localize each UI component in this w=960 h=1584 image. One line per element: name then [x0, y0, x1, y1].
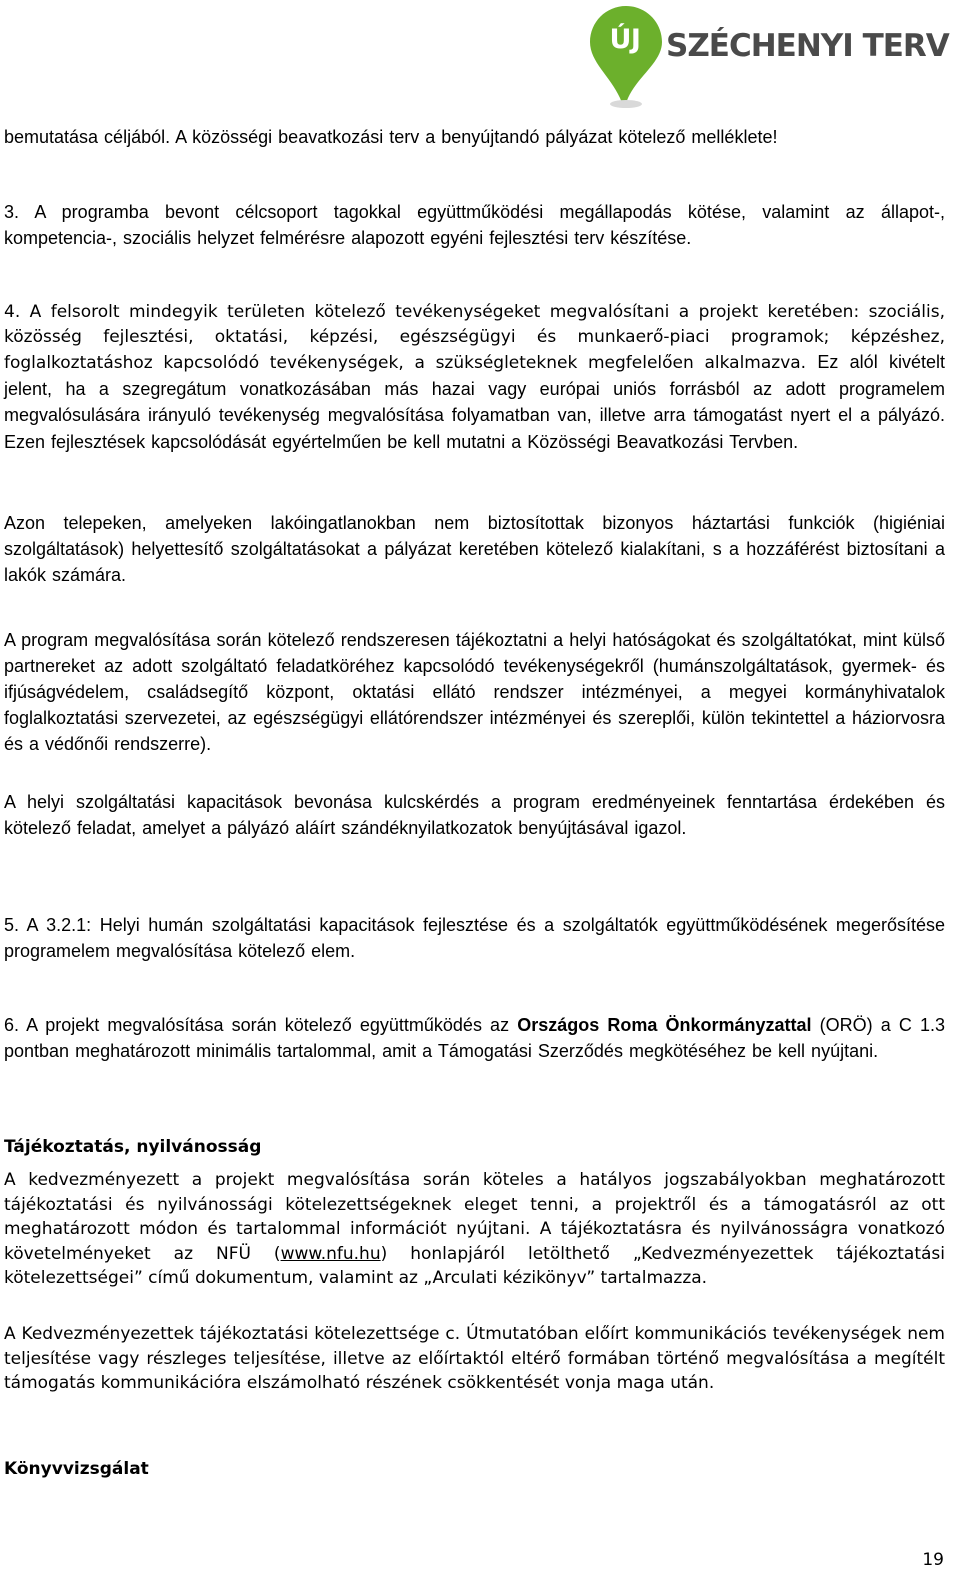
paragraph-item-6-text: [4, 1012, 945, 1064]
paragraph-publicity-2: [4, 1322, 945, 1396]
logo-prefix: ÚJ: [609, 24, 641, 55]
map-pin-icon: [590, 6, 674, 110]
paragraph-item-6: [4, 1012, 945, 1064]
paragraph-program-text: A program megvalósítása során kötelező rendszeresen tájékoztatni a helyi hatóságokat és szolgáltatókat, mint külső partnereket az adott szolgáltató feladatköréhez kapcsolódó tevékenységekről (humánszolgáltatások, gyermek- és ifjúságvédelem, családsegítő központ, oktatási ellátó rendszer intézményei, a megyei kormányhivatalok foglalkoztatási szervezetei, az egészségügyi ellátórendszer intézményei és szereplői, külön tekintettel a háziorvosra és a védőnői rendszerre).: [4, 630, 945, 754]
nfu-website-link[interactable]: www.nfu.hu: [280, 1243, 381, 1264]
paragraph-settlements: [4, 510, 945, 588]
paragraph-item-4: [4, 300, 945, 456]
item-6-part-b: (ORÖ) a C 1.3 pontban meghatározott minimális tartalommal, amit a Támogatási Szerződés megkötéséhez be kell nyújtani.: [4, 1015, 945, 1061]
logo-wordmark: SZÉCHENYI TERV: [666, 28, 949, 64]
publicity-1-part-a: A kedvezményezett a projekt megvalósítása során köteles a hatályos jogszabályokban meghatározott tájékoztatási és nyilvánossági kötelezettségeknek eleget tenni, a projektről és a támogatásról az ott meghatározott módon és tartalommal információt nyújtani. A tájékoztatásra és nyilvánosságra vonatkozó követelményeket az NFÜ (: [4, 1170, 945, 1264]
paragraph-intro: [4, 124, 945, 150]
page-number: 19: [922, 1550, 944, 1570]
paragraph-publicity-1-text: [4, 1168, 945, 1291]
item-4-part-b: Ez alól kivételt jelent, ha a szegregátum vonatkozásában más hazai vagy európai uniós forrásból az adott programelem megvalósulására irányuló tevékenység megvalósítása folyamatban van, illetve arra támogatást nyert el a pályázó. Ezen fejlesztések kapcsolódását egyértelműen be kell mutatni a Közösségi Beavatkozási Tervben.: [4, 352, 945, 452]
szechenyi-terv-logo: [590, 6, 949, 110]
paragraph-item-5: [4, 912, 945, 964]
paragraph-item-3: [4, 199, 945, 251]
item-6-organization: Országos Roma Önkormányzattal: [517, 1015, 812, 1035]
paragraph-item-5-text: 5. A 3.2.1: Helyi humán szolgáltatási kapacitások fejlesztése és a szolgáltatók együttműködésének megerősítése programelem megvalósítása kötelező elem.: [4, 915, 945, 961]
item-4-part-a: 4. A felsorolt mindegyik területen kötelező tevékenységeket megvalósítani a projekt keretében: szociális, közösség fejlesztési, oktatási, képzési, egészségügyi és munkaerő-piaci programok; képzéshez, foglalkoztatáshoz kapcsolódó tevékenységek, a szükségleteknek megfelelően alkalmazva.: [4, 302, 945, 374]
paragraph-publicity-2-text: A Kedvezményezettek tájékoztatási kötelezettsége c. Útmutatóban előírt kommunikációs tevékenységek nem teljesítése vagy részleges teljesítése, illetve az előírtaktól eltérő formában történő megvalósítása a megítélt támogatás kommunikációra elszámolható részének csökkentését vonja maga után.: [4, 1324, 945, 1394]
publicity-1-part-b: ) honlapjáról letölthető „Kedvezményezettek tájékoztatási kötelezettségei” című dokumentum, valamint az „Arculati kézikönyv” tartalmazza.: [4, 1243, 945, 1289]
paragraph-publicity-1: [4, 1168, 945, 1291]
paragraph-local-capacities-text: A helyi szolgáltatási kapacitások bevonása kulcskérdés a program eredményeinek fenntartása érdekében és kötelező feladat, amelyet a pályázó aláírt szándéknyilatkozatok benyújtásával igazol.: [4, 792, 945, 838]
section-heading-audit: Könyvvizsgálat: [4, 1459, 149, 1479]
paragraph-program: [4, 627, 945, 757]
paragraph-settlements-text: Azon telepeken, amelyeken lakóingatlanokban nem biztosítottak bizonyos háztartási funkciók (higiéniai szolgáltatások) helyettesítő szolgáltatásokat a pályázat keretében kötelező kialakítani, s a hozzáférést biztosítani a lakók számára.: [4, 513, 945, 585]
paragraph-local-capacities: [4, 789, 945, 841]
paragraph-item-3-text: 3. A programba bevont célcsoport tagokkal együttműködési megállapodás kötése, valamint az állapot-, kompetencia-, szociális helyzet felmérésre alapozott egyéni fejlesztési terv készítése.: [4, 202, 945, 248]
paragraph-intro-text: bemutatása céljából. A közösségi beavatkozási terv a benyújtandó pályázat kötelező melléklete!: [4, 127, 778, 147]
section-heading-publicity: Tájékoztatás, nyilvánosság: [4, 1137, 262, 1157]
paragraph-item-4-text: [4, 300, 945, 456]
item-6-part-a: 6. A projekt megvalósítása során kötelező együttműködés az: [4, 1015, 518, 1035]
